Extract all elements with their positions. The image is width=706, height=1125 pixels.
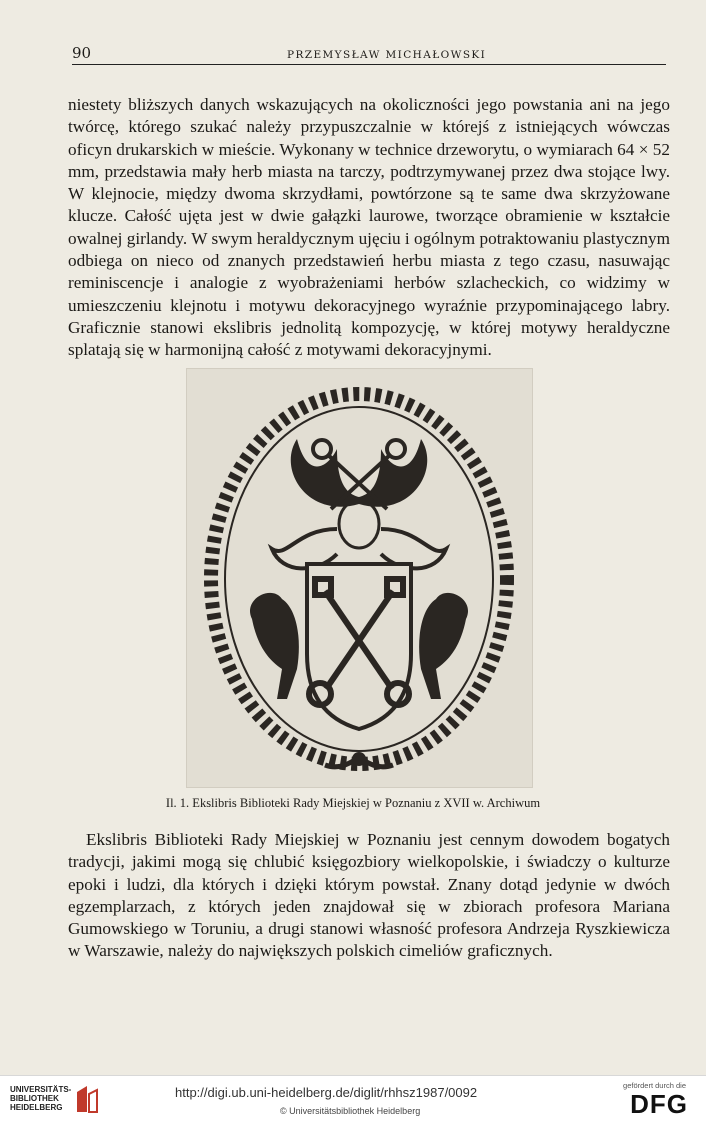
library-logo-icon bbox=[73, 1084, 99, 1114]
dfg-logo[interactable]: DFG bbox=[630, 1089, 688, 1119]
bookplate-woodcut-image bbox=[187, 369, 532, 787]
digitization-footer bbox=[0, 1075, 706, 1125]
body-paragraph-top: niestety bliższych danych wskazujących na okoliczności jego powstania ani na jego twórcę, którego szukać należy przypuszczalnie w którejś z istniejących wówczas oficyn drukarskich w mieście. Wykonany w technice drzeworytu, o wymiarach 64 × 52 mm, przedstawia mały herb miasta na tarczy, podtrzymywanej przez dwa stojące lwy. W klejnocie, między dwoma skrzydłami, powtórzone są te same dwa skrzyżowane klucze. Całość ujęta jest w dwie gałązki laurowe, tworzące obramienie w kształcie owalnej girlandy. W swym heraldycznym ujęciu i ogólnym potraktowaniu plastycznym odbiega on nieco od znanych przedstawień herbu miasta z tego czasu, nasuwając reminiscencje i analogie z wyobrażeniami herbów szlacheckich, co widzimy w umieszczeniu klejnotu i motywu dekoracyjnego wyraźnie przypominającego labry. Graficznie stanowi ekslibris jednolitą kompozycję, w której motywy heraldyczne splatają się w harmonijną całość z motywami dekoracyjnymi. bbox=[68, 95, 670, 360]
body-paragraph-bottom: Ekslibris Biblioteki Rady Miejskiej w Poznaniu jest cennym dowodem bogatych tradycji, jakimi mogą się chlubić księgozbiory wielkopolskie, i świadczy o kulturze epoki i ludzi, dla których i dzięki którym powstał. Znany dotąd jedynie w dwóch egzemplarzach, z których jeden znajdował się w zbiorach profesora Mariana Gumowskiego w Toruniu, a drugi stanowi własność profesora Andrzeja Ryszkiewicza w Warszawie, należy do największych polskich cimeliów graficznych. bbox=[68, 830, 670, 961]
copyright-notice: © Universitätsbibliothek Heidelberg bbox=[280, 1106, 421, 1116]
running-head: PRZEMYSŁAW MICHAŁOWSKI bbox=[287, 49, 487, 61]
library-logo-text[interactable]: UNIVERSITÄTS- BIBLIOTHEK HEIDELBERG bbox=[10, 1085, 72, 1113]
page-permalink[interactable]: http://digi.ub.uni-heidelberg.de/diglit/rhhsz1987/0092 bbox=[175, 1085, 478, 1100]
bookplate-figure bbox=[186, 368, 533, 788]
page-header bbox=[72, 44, 666, 65]
page-number: 90 bbox=[72, 44, 92, 62]
figure-caption: Il. 1. Ekslibris Biblioteki Rady Miejskiej w Poznaniu z XVII w. Archiwum bbox=[165, 796, 541, 810]
funding-label: gefördert durch die bbox=[623, 1081, 686, 1090]
